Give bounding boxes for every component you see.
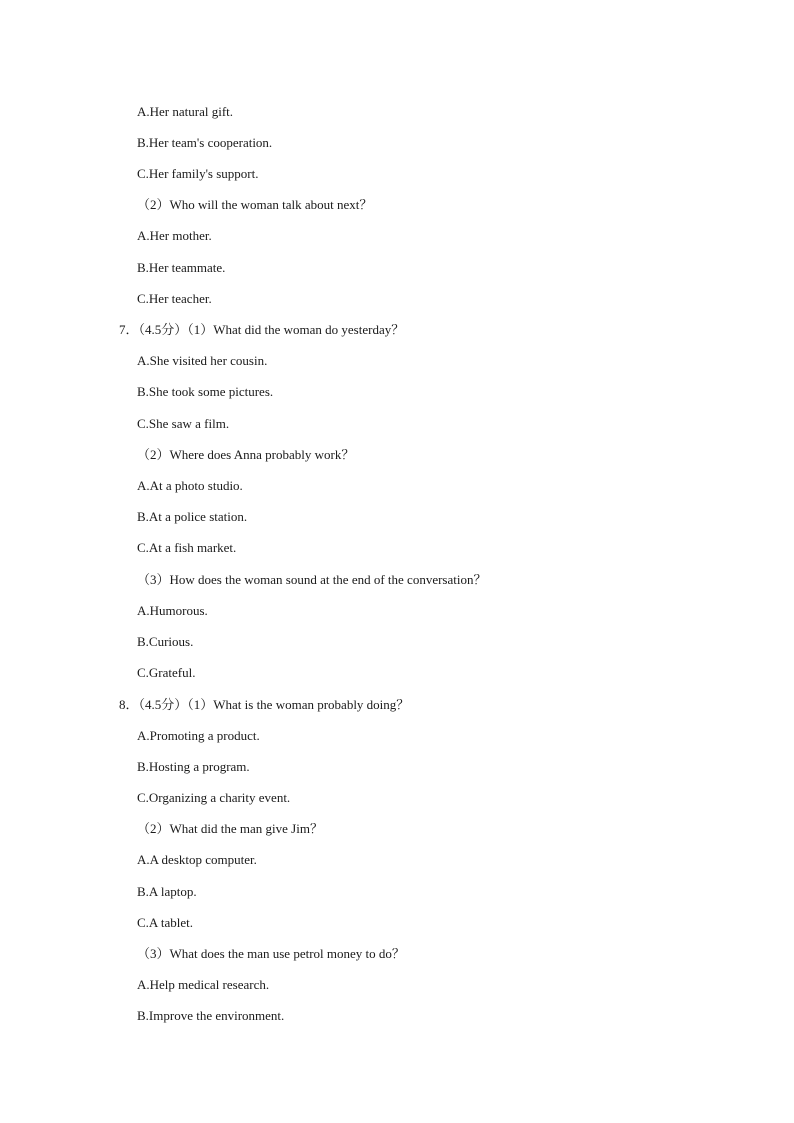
option-line: C.Organizing a charity event. bbox=[137, 790, 291, 805]
sub-question: （3）How does the woman sound at the end of the conversation？ bbox=[137, 572, 487, 587]
option-line: C.Grateful. bbox=[137, 665, 196, 680]
option-line: A.Help medical research. bbox=[137, 977, 270, 992]
question-heading: 8．（4.5分）（1）What is the woman probably doing？ bbox=[119, 697, 410, 712]
sub-question: （2）What did the man give Jim？ bbox=[137, 821, 323, 836]
option-line: C.At a fish market. bbox=[137, 540, 237, 555]
option-line: A.Her mother. bbox=[137, 228, 212, 243]
option-line: B.She took some pictures. bbox=[137, 384, 274, 399]
option-line: B.Her teammate. bbox=[137, 260, 226, 275]
question-heading: 7．（4.5分）（1）What did the woman do yesterday？ bbox=[119, 322, 405, 337]
option-line: B.Her team's cooperation. bbox=[137, 135, 273, 150]
sub-question: （2）Where does Anna probably work？ bbox=[137, 447, 355, 462]
option-line: B.A laptop. bbox=[137, 884, 197, 899]
option-line: B.Improve the environment. bbox=[137, 1008, 285, 1023]
option-line: C.Her teacher. bbox=[137, 291, 212, 306]
option-line: B.At a police station. bbox=[137, 509, 248, 524]
option-line: A.Promoting a product. bbox=[137, 728, 260, 743]
option-line: B.Hosting a program. bbox=[137, 759, 250, 774]
option-line: A.She visited her cousin. bbox=[137, 353, 268, 368]
option-line: A.A desktop computer. bbox=[137, 852, 257, 867]
option-line: A.At a photo studio. bbox=[137, 478, 243, 493]
option-line: B.Curious. bbox=[137, 634, 194, 649]
option-line: C.A tablet. bbox=[137, 915, 193, 930]
sub-question: （3）What does the man use petrol money to do？ bbox=[137, 946, 405, 961]
option-line: C.Her family's support. bbox=[137, 166, 259, 181]
sub-question: （2）Who will the woman talk about next？ bbox=[137, 197, 373, 212]
option-line: A.Her natural gift. bbox=[137, 104, 234, 119]
option-line: C.She saw a film. bbox=[137, 416, 230, 431]
option-line: A.Humorous. bbox=[137, 603, 208, 618]
